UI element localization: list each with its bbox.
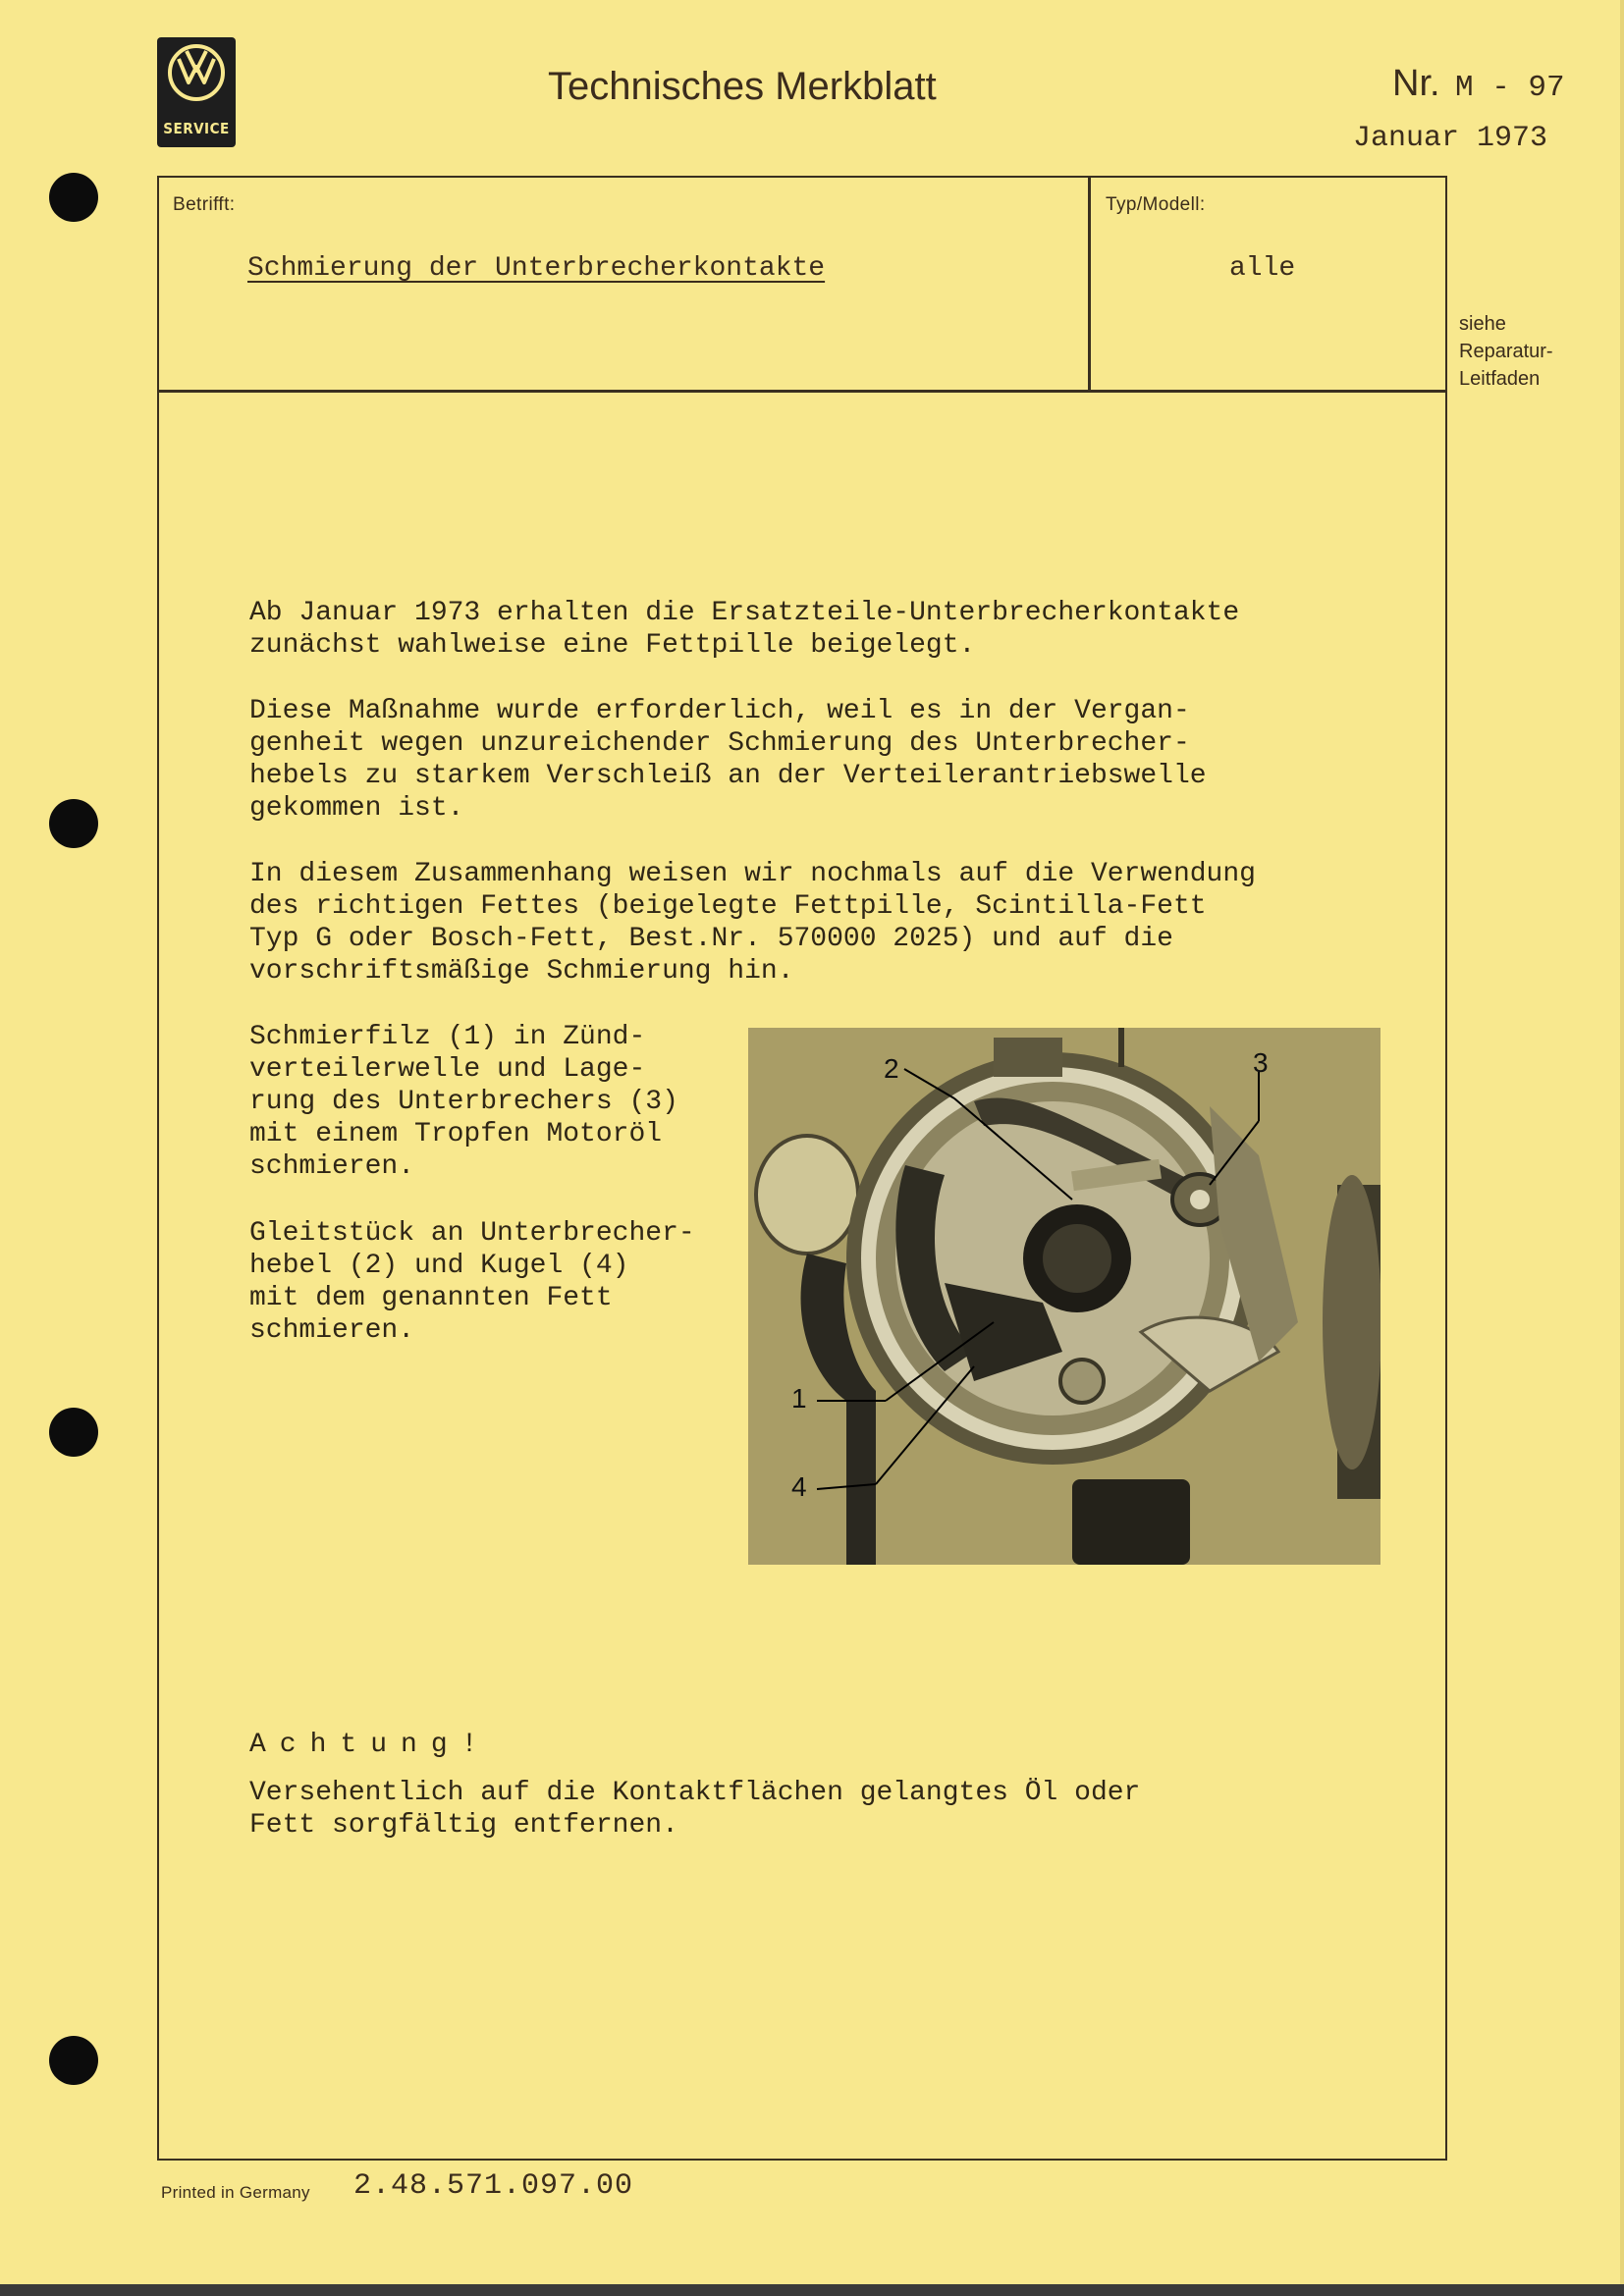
document-date: Januar 1973 <box>1353 122 1548 155</box>
text-line: gekommen ist. <box>249 793 464 824</box>
punch-hole <box>49 2036 98 2085</box>
header-divider <box>157 390 1447 393</box>
callout-3: 3 <box>1253 1047 1269 1078</box>
text-line: Typ G oder Bosch-Fett, Best.Nr. 570000 2025) und auf die <box>249 924 1173 954</box>
paragraph-2 <box>249 695 1207 825</box>
page-edge-right <box>1620 0 1624 2296</box>
text-line: In diesem Zusammenhang weisen wir nochmals auf die Verwendung <box>249 859 1256 889</box>
logo-text: SERVICE <box>163 120 230 137</box>
paragraph-1 <box>249 597 1239 662</box>
paragraph-3 <box>249 858 1256 988</box>
paragraph-4 <box>249 1021 678 1183</box>
text-line: des richtigen Fettes (beigelegte Fettpille, Scintilla-Fett <box>249 891 1207 922</box>
callout-2: 2 <box>884 1053 899 1084</box>
punch-hole <box>49 1408 98 1457</box>
side-note-line: Reparatur- <box>1459 341 1553 362</box>
text-line: hebels zu starkem Verschleiß an der Verteilerantriebswelle <box>249 761 1207 791</box>
text-line: Schmierfilz (1) in Zünd- <box>249 1022 646 1052</box>
callout-4: 4 <box>791 1471 807 1502</box>
header-column-divider <box>1088 176 1091 392</box>
page-edge-bottom <box>0 2284 1624 2296</box>
printed-in-germany: Printed in Germany <box>161 2183 310 2202</box>
distributor-photo <box>748 1028 1380 1565</box>
vw-service-logo <box>157 37 236 147</box>
number-label: Nr. <box>1392 63 1440 104</box>
achtung-heading: Achtung! <box>249 1730 492 1760</box>
text-line: vorschriftsmäßige Schmierung hin. <box>249 956 794 987</box>
side-note-line: Leitfaden <box>1459 368 1541 390</box>
vw-emblem-icon <box>167 43 226 102</box>
text-line: Gleitstück an Unterbrecher- <box>249 1218 695 1249</box>
text-line: genheit wegen unzureichender Schmierung des Unterbrecher- <box>249 728 1190 759</box>
text-line: mit einem Tropfen Motoröl <box>249 1119 663 1149</box>
text-line: zunächst wahlweise eine Fettpille beigelegt. <box>249 630 976 661</box>
warning-text <box>249 1777 1140 1842</box>
text-line: hebel (2) und Kugel (4) <box>249 1251 629 1281</box>
text-line: schmieren. <box>249 1151 415 1182</box>
subject-value: Schmierung der Unterbrecherkontakte <box>247 253 826 284</box>
text-line: Ab Januar 1973 erhalten die Ersatzteile-Unterbrecherkontakte <box>249 598 1240 628</box>
side-note-line: siehe <box>1459 313 1506 335</box>
subject-label: Betrifft: <box>173 194 236 215</box>
distributor-illustration <box>748 1028 1380 1565</box>
paragraph-5 <box>249 1217 695 1347</box>
text-line: rung des Unterbrechers (3) <box>249 1087 678 1117</box>
punch-hole <box>49 173 98 222</box>
text-line: verteilerwelle und Lage- <box>249 1054 646 1085</box>
text-line: schmieren. <box>249 1315 415 1346</box>
text-line: Fett sorgfältig entfernen. <box>249 1810 678 1841</box>
text-line: Diese Maßnahme wurde erforderlich, weil es in der Vergan- <box>249 696 1190 726</box>
model-value: alle <box>1229 253 1296 284</box>
document-code: 2.48.571.097.00 <box>353 2169 634 2203</box>
punch-hole <box>49 799 98 848</box>
callout-1: 1 <box>791 1383 807 1414</box>
text-line: Versehentlich auf die Kontaktflächen gelangtes Öl oder <box>249 1778 1141 1808</box>
document-title: Technisches Merkblatt <box>548 65 937 108</box>
number-value: M - 97 <box>1455 71 1565 105</box>
text-line: mit dem genannten Fett <box>249 1283 613 1313</box>
side-note <box>1459 310 1553 393</box>
model-label: Typ/Modell: <box>1106 194 1206 215</box>
